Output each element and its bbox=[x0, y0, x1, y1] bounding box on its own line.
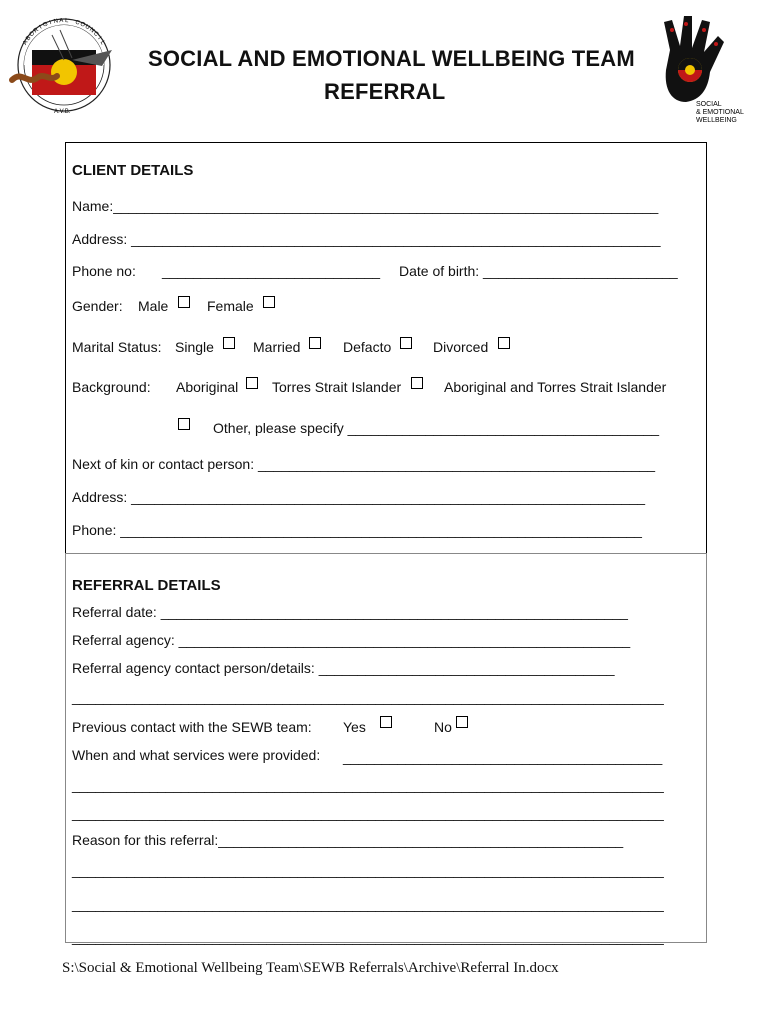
marital-married-label: Married bbox=[253, 339, 301, 355]
reason-line4[interactable]: ____________________________________________________________________________ bbox=[72, 929, 664, 945]
background-tsi-label: Torres Strait Islander bbox=[272, 379, 402, 395]
address-field[interactable]: Address: ____________________________________________________________________ bbox=[72, 231, 661, 247]
footer-file-path: S:\Social & Emotional Wellbeing Team\SEWB Referrals\Archive\Referral In.docx bbox=[62, 960, 559, 976]
referral-details-heading: REFERRAL DETAILS bbox=[72, 577, 221, 594]
client-details-heading: CLIENT DETAILS bbox=[72, 162, 194, 179]
marital-defacto-label: Defacto bbox=[343, 339, 392, 355]
page-title: SOCIAL AND EMOTIONAL WELLBEING TEAM bbox=[148, 46, 635, 71]
logo-ring-letter: R bbox=[32, 27, 40, 35]
phone-field[interactable]: ____________________________ bbox=[162, 263, 381, 279]
services-label: When and what services were provided: bbox=[72, 747, 321, 763]
logo-ring-letter: L bbox=[98, 40, 106, 46]
kin-phone-field[interactable]: Phone: ___________________________________________________________________ bbox=[72, 522, 642, 538]
logo-ring-letter: I bbox=[38, 24, 44, 31]
sewb-hand-logo bbox=[650, 10, 750, 130]
logo-ring-letter: N bbox=[88, 27, 96, 35]
services-line2[interactable]: ____________________________________________________________________________ bbox=[72, 777, 664, 793]
referral-date-field[interactable]: Referral date: ____________________________________________________________ bbox=[72, 604, 628, 620]
previous-contact-yes-label: Yes bbox=[343, 719, 366, 735]
previous-contact-label: Previous contact with the SEWB team: bbox=[72, 719, 312, 735]
services-field[interactable]: _________________________________________ bbox=[343, 749, 663, 765]
next-of-kin-field[interactable]: Next of kin or contact person: ___________________________________________________ bbox=[72, 456, 656, 472]
logo-text-3: WELLBEING bbox=[696, 117, 737, 124]
marital-married-checkbox[interactable] bbox=[309, 337, 321, 349]
background-tsi-checkbox[interactable] bbox=[411, 377, 423, 389]
referral-agency-field[interactable]: Referral agency: __________________________________________________________ bbox=[72, 632, 631, 648]
referral-contact-field[interactable]: Referral agency contact person/details: ______________________________________ bbox=[72, 660, 615, 676]
logo-text-2: & EMOTIONAL bbox=[696, 109, 744, 116]
marital-divorced-checkbox[interactable] bbox=[498, 337, 510, 349]
gender-female-label: Female bbox=[207, 298, 254, 314]
marital-defacto-checkbox[interactable] bbox=[400, 337, 412, 349]
logo-ring-letter: N bbox=[53, 18, 59, 26]
logo-ring-letter: L bbox=[64, 17, 69, 25]
page-title-line2: REFERRAL bbox=[324, 79, 446, 104]
logo-ring-letter: B bbox=[25, 35, 33, 42]
reason-line2[interactable]: ____________________________________________________________________________ bbox=[72, 862, 664, 878]
logo-ring-letter: O bbox=[28, 30, 37, 39]
previous-contact-yes-checkbox[interactable] bbox=[380, 716, 392, 728]
background-aboriginal-label: Aboriginal bbox=[176, 379, 239, 395]
reason-line3[interactable]: ____________________________________________________________________________ bbox=[72, 896, 664, 912]
marital-label: Marital Status: bbox=[72, 339, 162, 355]
logo-ring-letter: C bbox=[91, 30, 100, 39]
marital-single-label: Single bbox=[175, 339, 214, 355]
background-other-field[interactable]: Other, please specify ________________________________________ bbox=[213, 420, 660, 436]
previous-contact-no-label: No bbox=[434, 719, 452, 735]
council-logo bbox=[2, 10, 127, 115]
logo-ring-letter: A bbox=[59, 17, 64, 25]
reason-field[interactable]: Reason for this referral:____________________________________________________ bbox=[72, 832, 624, 848]
referral-contact-line2[interactable]: ____________________________________________________________________________ bbox=[72, 689, 664, 705]
background-other-checkbox[interactable] bbox=[178, 418, 190, 430]
logo-text-1: SOCIAL bbox=[696, 101, 722, 108]
logo-ring-letter: I bbox=[96, 36, 103, 41]
logo-ring-letter: U bbox=[83, 23, 91, 32]
background-label: Background: bbox=[72, 379, 151, 395]
kin-address-field[interactable]: Address: __________________________________________________________________ bbox=[72, 489, 646, 505]
marital-single-checkbox[interactable] bbox=[223, 337, 235, 349]
gender-male-checkbox[interactable] bbox=[178, 296, 190, 308]
gender-label: Gender: bbox=[72, 298, 123, 314]
logo-bottom-text: A.V.B. bbox=[54, 109, 71, 115]
logo-ring-letter: A bbox=[22, 39, 30, 47]
previous-contact-no-checkbox[interactable] bbox=[456, 716, 468, 728]
dob-field[interactable]: Date of birth: _________________________ bbox=[399, 263, 678, 279]
gender-male-label: Male bbox=[138, 298, 169, 314]
background-both-label: Aboriginal and Torres Strait Islander bbox=[444, 379, 667, 395]
logo-ring-letter: C bbox=[74, 19, 81, 27]
logo-ring-letter: O bbox=[79, 21, 86, 29]
marital-divorced-label: Divorced bbox=[433, 339, 489, 355]
logo-ring-letter: I bbox=[48, 19, 53, 27]
name-field[interactable]: Name:______________________________________________________________________ bbox=[72, 198, 659, 214]
phone-label: Phone no: bbox=[72, 263, 136, 279]
services-line3[interactable]: ____________________________________________________________________________ bbox=[72, 805, 664, 821]
gender-female-checkbox[interactable] bbox=[263, 296, 275, 308]
background-aboriginal-checkbox[interactable] bbox=[246, 377, 258, 389]
logo-ring-letter: G bbox=[42, 21, 49, 29]
